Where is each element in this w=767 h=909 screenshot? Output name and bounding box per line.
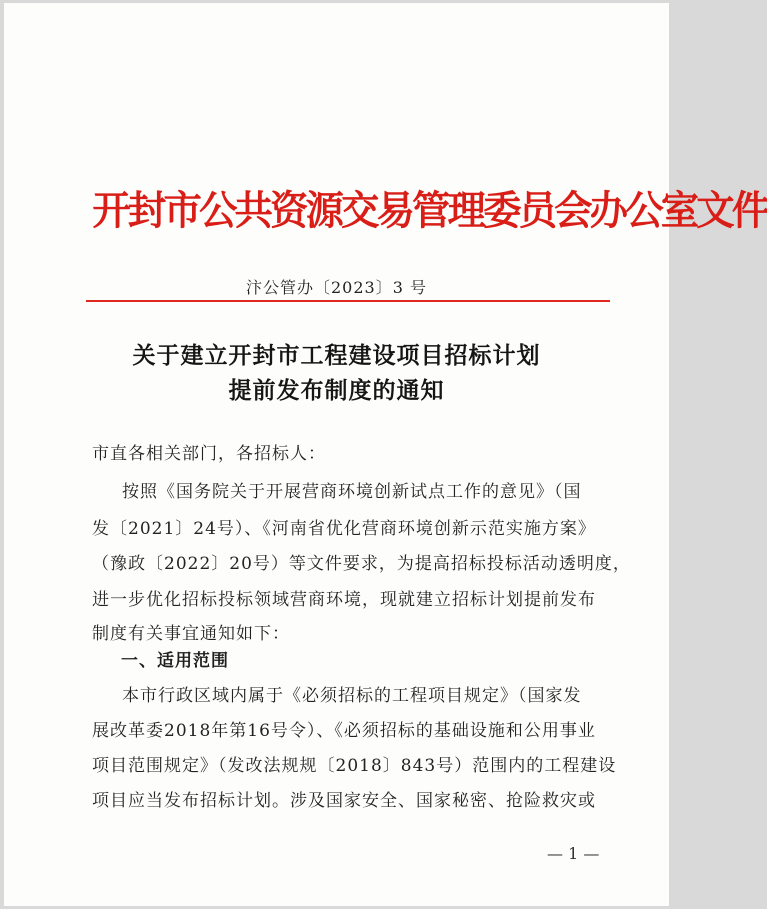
section-1-line: 展改革委2018年第16号令）、《必须招标的基础设施和公用事业 bbox=[92, 721, 596, 741]
intro-line: （豫政〔2022〕20号）等文件要求，为提高招标投标活动透明度， bbox=[92, 554, 631, 574]
intro-line: 制度有关事宜通知如下： bbox=[92, 624, 290, 644]
notice-title-line-1: 关于建立开封市工程建设项目招标计划 bbox=[132, 342, 541, 369]
red-divider-line bbox=[86, 300, 610, 302]
intro-line: 按照《国务院关于开展营商环境创新试点工作的意见》（国 bbox=[122, 482, 582, 502]
section-1-line: 项目应当发布招标计划。涉及国家安全、国家秘密、抢险救灾或 bbox=[92, 791, 596, 811]
intro-line: 进一步优化招标投标领域营商环境，现就建立招标计划提前发布 bbox=[92, 590, 596, 610]
document-number: 汴公管办〔2023〕3 号 bbox=[246, 278, 427, 297]
section-1-line: 项目范围规定》（发改法规规〔2018〕843号）范围内的工程建设 bbox=[92, 756, 617, 776]
page-number: — 1 — bbox=[547, 844, 600, 863]
section-1-line: 本市行政区域内属于《必须招标的工程项目规定》（国家发 bbox=[122, 686, 582, 706]
agency-file-title: 开封市公共资源交易管理委员会办公室文件 bbox=[92, 187, 767, 234]
section-1-heading: 一、适用范围 bbox=[121, 651, 229, 671]
notice-title-line-2: 提前发布制度的通知 bbox=[228, 377, 445, 404]
salutation: 市直各相关部门，各招标人： bbox=[92, 444, 326, 464]
intro-line: 发〔2021〕24号）、《河南省优化营商环境创新示范实施方案》 bbox=[92, 519, 596, 539]
document-page bbox=[4, 3, 767, 906]
